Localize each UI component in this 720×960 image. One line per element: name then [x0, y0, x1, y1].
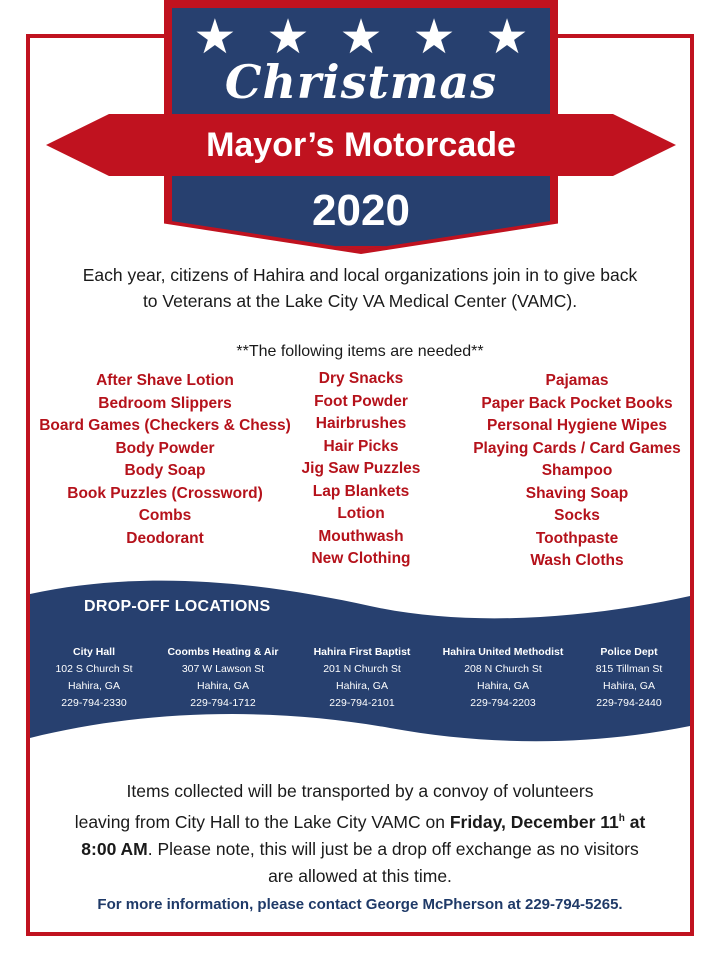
- list-item: Shaving Soap: [525, 484, 629, 502]
- location-city: Hahira, GA: [197, 680, 249, 692]
- location-address: 102 S Church St: [55, 663, 133, 675]
- location-phone: 229-794-2440: [596, 697, 662, 709]
- list-item: Combs: [138, 507, 192, 524]
- location-name: City Hall: [72, 646, 115, 658]
- list-item: Deodorant: [126, 529, 204, 547]
- closing-line: Items collected will be transported by a convoy of volunteers: [126, 781, 594, 801]
- items-column-1: [30, 370, 300, 550]
- intro-text: [40, 262, 680, 314]
- dropoff-location: [158, 644, 288, 712]
- christmas-title: Christmas: [224, 55, 498, 109]
- list-item: Dry Snacks: [318, 370, 404, 387]
- dropoff-heading: DROP-OFF LOCATIONS: [84, 598, 271, 615]
- items-column-3: [444, 370, 710, 573]
- list-item: Mouthwash: [318, 527, 404, 545]
- event-title: Mayor’s Motorcade: [206, 126, 516, 164]
- closing-paragraph: [40, 778, 680, 890]
- closing-line: are allowed at this time.: [268, 865, 452, 886]
- dropoff-location: [580, 644, 678, 712]
- dropoff-location: [428, 644, 578, 712]
- list-item: New Clothing: [311, 550, 411, 567]
- event-time: 8:00 AM: [81, 838, 148, 859]
- list-item: Foot Powder: [314, 392, 408, 410]
- location-name: Coombs Heating & Air: [167, 646, 279, 658]
- star-icon: ★: [412, 9, 456, 65]
- items-column-2: [286, 368, 436, 571]
- list-item: Lap Blankets: [312, 482, 410, 500]
- location-name: Hahira United Methodist: [442, 646, 564, 658]
- star-icon: ★: [485, 9, 529, 65]
- location-name: Police Dept: [600, 646, 658, 658]
- list-item: Toothpaste: [535, 529, 619, 547]
- intro-line: Each year, citizens of Hahira and local organizations join in to give back: [82, 265, 638, 285]
- location-address: 815 Tillman St: [595, 663, 663, 675]
- location-phone: 229-794-2203: [470, 697, 536, 709]
- event-date: Friday, December 11: [449, 811, 619, 832]
- event-year: 2020: [312, 186, 410, 235]
- closing-line: [40, 836, 680, 863]
- list-item: Book Puzzles (Crossword): [67, 484, 263, 502]
- closing-line: [40, 805, 680, 836]
- star-icon: ★: [266, 9, 310, 65]
- list-item: Hairbrushes: [315, 415, 407, 432]
- list-item: After Shave Lotion: [96, 372, 234, 389]
- intro-line: to Veterans at the Lake City VA Medical Center (VAMC).: [142, 291, 578, 311]
- location-city: Hahira, GA: [336, 680, 388, 692]
- list-item: Personal Hygiene Wipes: [487, 417, 667, 434]
- list-item: Shampoo: [541, 462, 613, 479]
- list-item: Jig Saw Puzzles: [301, 460, 421, 477]
- location-phone: 229-794-1712: [190, 697, 256, 709]
- items-needed-heading: **The following items are needed**: [236, 343, 484, 360]
- list-item: Lotion: [337, 505, 385, 522]
- list-item: Socks: [554, 507, 600, 524]
- dropoff-location: [298, 644, 426, 712]
- list-item: Bedroom Slippers: [98, 394, 232, 412]
- location-address: 201 N Church St: [323, 663, 401, 675]
- list-item: Wash Cloths: [530, 552, 624, 569]
- closing-text: . Please note, this will just be a drop off exchange as no visitors: [147, 838, 639, 859]
- location-city: Hahira, GA: [603, 680, 655, 692]
- location-name: Hahira First Baptist: [313, 646, 411, 658]
- location-city: Hahira, GA: [477, 680, 529, 692]
- list-item: Body Soap: [124, 462, 206, 479]
- list-item: Playing Cards / Card Games: [473, 439, 681, 457]
- list-item: Body Powder: [115, 439, 215, 457]
- dropoff-location: [46, 644, 142, 712]
- list-item: Pajamas: [545, 372, 609, 389]
- contact-info: For more information, please contact George McPherson at 229-794-5265.: [97, 896, 623, 913]
- closing-text: leaving from City Hall to the Lake City VAMC on: [74, 811, 450, 832]
- star-icon: ★: [193, 9, 237, 65]
- location-phone: 229-794-2101: [329, 697, 395, 709]
- location-city: Hahira, GA: [68, 680, 120, 692]
- location-phone: 229-794-2330: [61, 697, 127, 709]
- list-item: Paper Back Pocket Books: [481, 394, 673, 412]
- location-address: 208 N Church St: [464, 663, 542, 675]
- list-item: Board Games (Checkers & Chess): [39, 417, 291, 434]
- location-address: 307 W Lawson St: [181, 663, 265, 675]
- list-item: Hair Picks: [323, 437, 399, 455]
- date-suffix: h: [618, 813, 625, 824]
- closing-text: at: [624, 811, 646, 832]
- star-icon: ★: [339, 9, 383, 65]
